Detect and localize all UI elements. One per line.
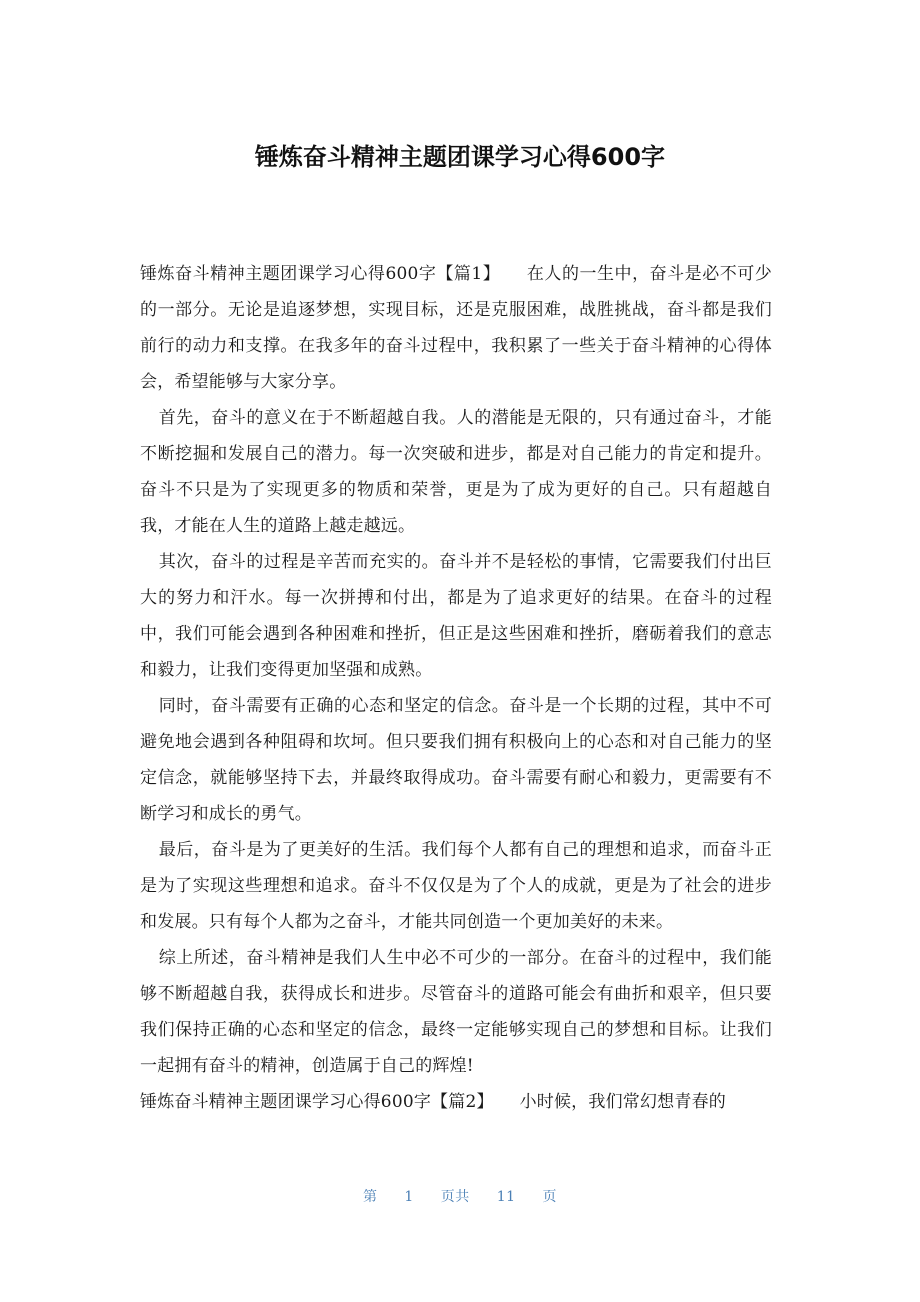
heading-spacer bbox=[485, 1092, 519, 1112]
document-body bbox=[140, 256, 772, 1120]
section-1-lead: 在人的一生中，奋斗是必不可少的一部分。无论是追逐梦想，实现目标，还是克服困难，战胜挑战，奋斗都是我们前行的动力和支撑。在我多年的奋斗过程中，我积累了一些关于奋斗精神的心得体会，希望能够与大家分享。 bbox=[140, 264, 772, 392]
footer-label-of: 页共 bbox=[440, 1189, 470, 1205]
section-1-heading: 锤炼奋斗精神主题团课学习心得600字【篇1】 bbox=[140, 264, 492, 284]
heading-spacer bbox=[492, 264, 527, 284]
section-2-heading: 锤炼奋斗精神主题团课学习心得600字【篇2】 bbox=[140, 1092, 486, 1112]
section-2-paragraph bbox=[140, 1084, 772, 1120]
paragraph-1: 首先，奋斗的意义在于不断超越自我。人的潜能是无限的，只有通过奋斗，才能不断挖掘和发展自己的潜力。每一次突破和进步，都是对自己能力的肯定和提升。奋斗不只是为了实现更多的物质和荣誉，更是为了成为更好的自己。只有超越自我，才能在人生的道路上越走越远。 bbox=[140, 408, 772, 536]
paragraph-4: 最后，奋斗是为了更美好的生活。我们每个人都有自己的理想和追求，而奋斗正是为了实现这些理想和追求。奋斗不仅仅是为了个人的成就，更是为了社会的进步和发展。只有每个人都为之奋斗，才能共同创造一个更加美好的未来。 bbox=[140, 840, 772, 932]
section-2-lead: 小时候，我们常幻想青春的 bbox=[519, 1092, 726, 1112]
paragraph-2: 其次，奋斗的过程是辛苦而充实的。奋斗并不是轻松的事情，它需要我们付出巨大的努力和汗水。每一次拼搏和付出，都是为了追求更好的结果。在奋斗的过程中，我们可能会遇到各种困难和挫折，但正是这些困难和挫折，磨砺着我们的意志和毅力，让我们变得更加坚强和成熟。 bbox=[140, 552, 772, 680]
paragraph-5: 综上所述，奋斗精神是我们人生中必不可少的一部分。在奋斗的过程中，我们能够不断超越自我，获得成长和进步。尽管奋斗的道路可能会有曲折和艰辛，但只要我们保持正确的心态和坚定的信念，最终一定能够实现自己的梦想和目标。让我们一起拥有奋斗的精神，创造属于自己的辉煌! bbox=[140, 948, 772, 1076]
document-title: 锤炼奋斗精神主题团课学习心得600字 bbox=[254, 143, 666, 171]
paragraph-3: 同时，奋斗需要有正确的心态和坚定的信念。奋斗是一个长期的过程，其中不可避免地会遇到各种阻碍和坎坷。但只要我们拥有积极向上的心态和对自己能力的坚定信念，就能够坚持下去，并最终取得成功。奋斗需要有耐心和毅力，更需要有不断学习和成长的勇气。 bbox=[140, 696, 772, 824]
footer-total-pages: 11 bbox=[496, 1189, 516, 1205]
footer-current-page: 1 bbox=[404, 1189, 414, 1205]
footer-label-page: 第 bbox=[362, 1189, 378, 1205]
footer-label-pages: 页 bbox=[542, 1189, 558, 1205]
section-1-paragraph bbox=[140, 256, 772, 400]
page-footer bbox=[0, 1186, 920, 1206]
